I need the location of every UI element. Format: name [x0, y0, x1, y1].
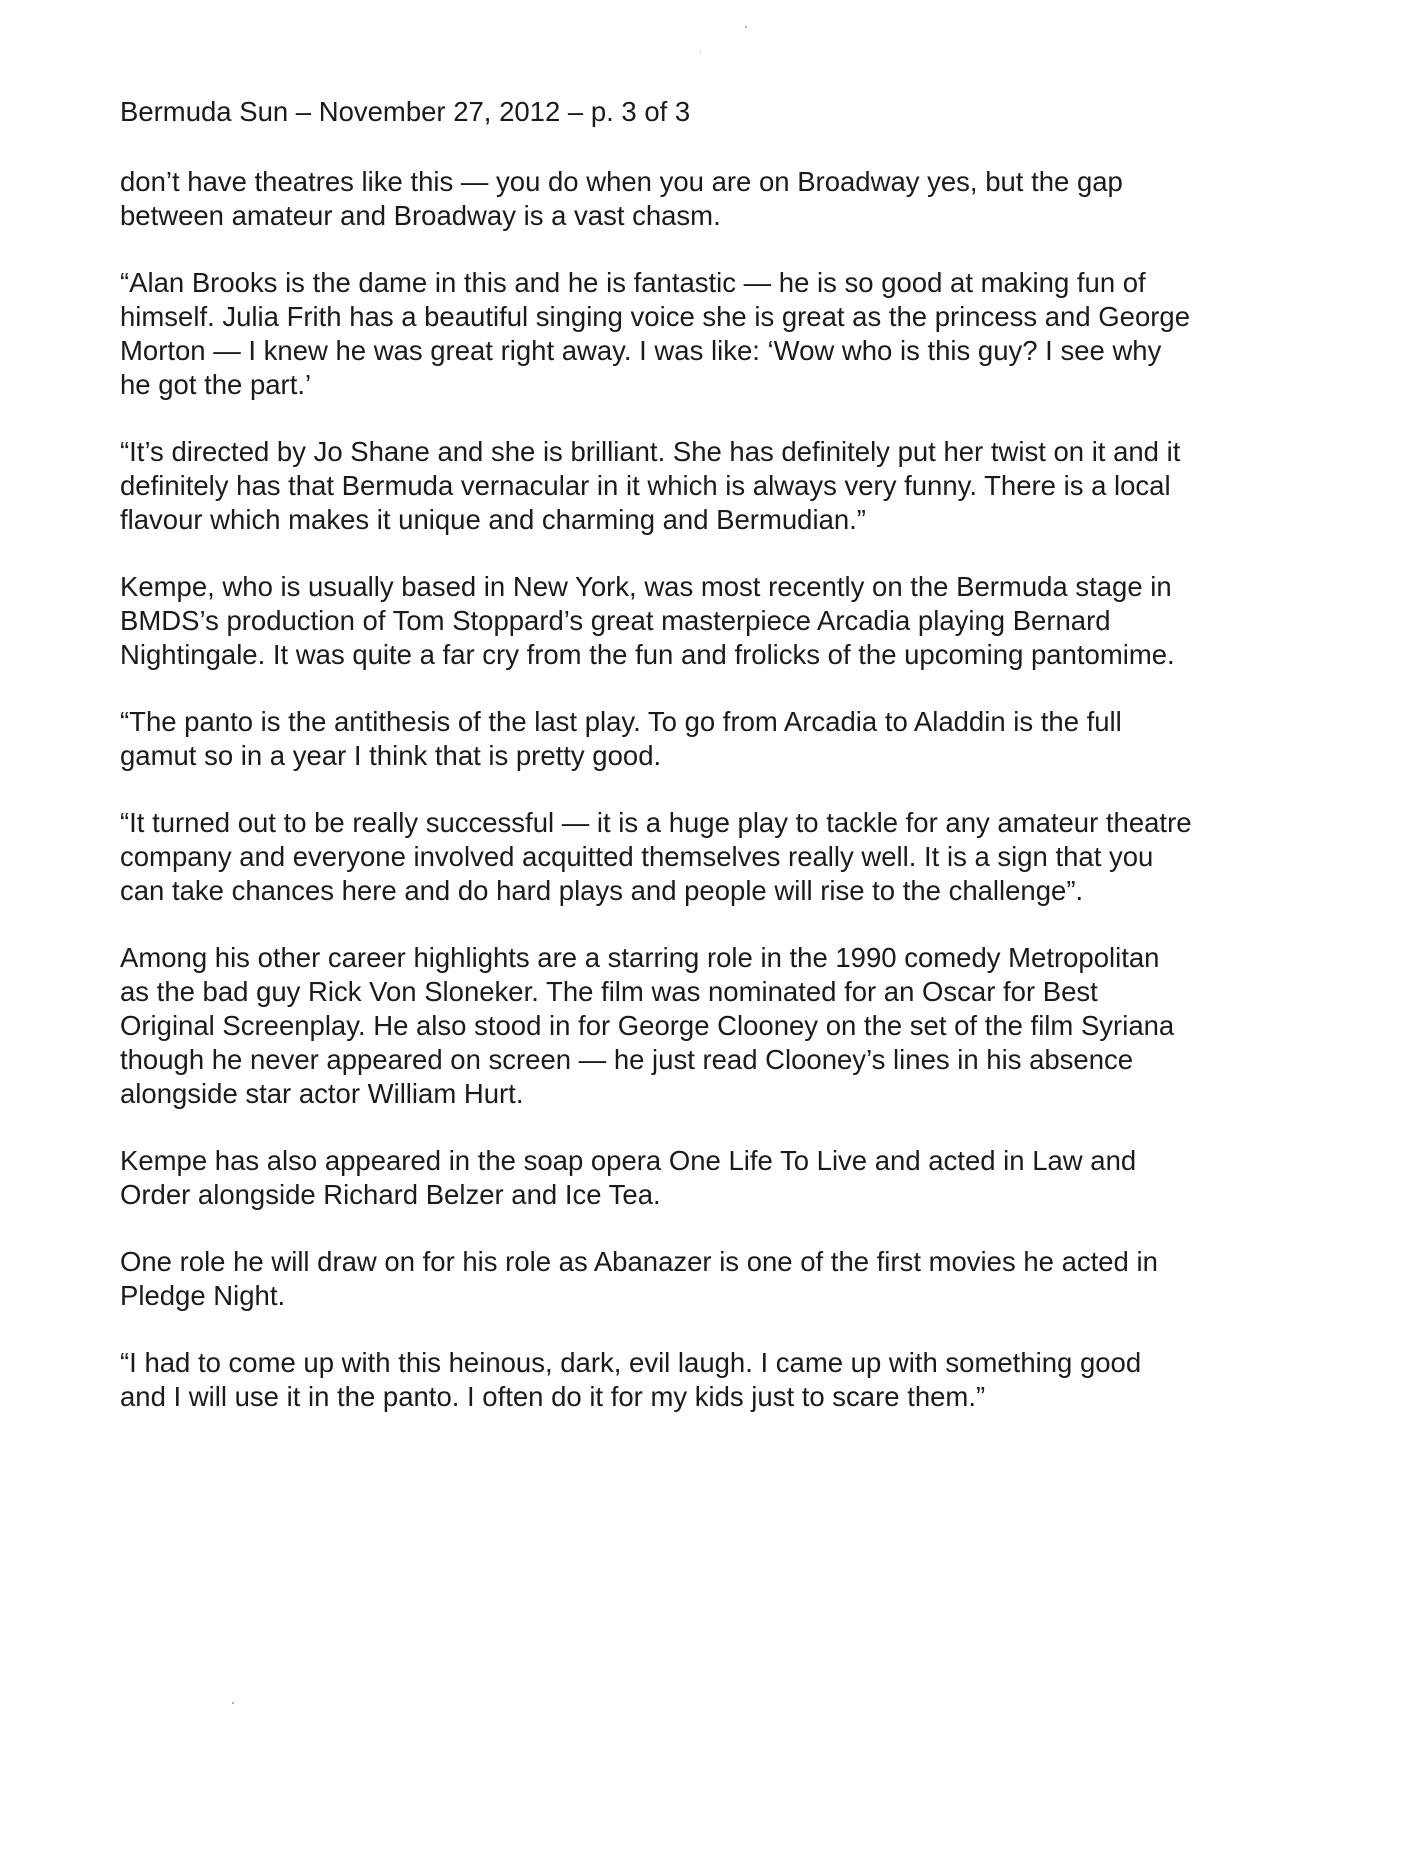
text-line: Morton — I knew he was great right away. I was like: ‘Wow who is this guy? I see why [120, 335, 1162, 366]
paragraph [120, 165, 1300, 233]
text-line: Kempe has also appeared in the soap opera One Life To Live and acted in Law and [120, 1145, 1137, 1176]
article-body [120, 165, 1300, 1447]
text-line: “I had to come up with this heinous, dark, evil laugh. I came up with something good [120, 1347, 1142, 1378]
text-line: “The panto is the antithesis of the last play. To go from Arcadia to Aladdin is the full [120, 706, 1122, 737]
text-line: company and everyone involved acquitted themselves really well. It is a sign that you [120, 841, 1154, 872]
paragraph [120, 705, 1300, 773]
text-line: BMDS’s production of Tom Stoppard’s great masterpiece Arcadia playing Bernard [120, 605, 1111, 636]
paragraph [120, 1144, 1300, 1212]
text-line: he got the part.’ [120, 369, 312, 400]
text-line: alongside star actor William Hurt. [120, 1078, 524, 1109]
text-line: flavour which makes it unique and charming and Bermudian.” [120, 504, 866, 535]
text-line: between amateur and Broadway is a vast chasm. [120, 200, 721, 231]
text-line: and I will use it in the panto. I often do it for my kids just to scare them.” [120, 1381, 986, 1412]
paragraph [120, 435, 1300, 537]
text-line: “It’s directed by Jo Shane and she is brilliant. She has definitely put her twist on it and it [120, 436, 1181, 467]
text-line: Nightingale. It was quite a far cry from the fun and frolicks of the upcoming pantomime. [120, 639, 1175, 670]
scan-speck [232, 1702, 234, 1704]
scan-speck [700, 52, 701, 53]
paragraph [120, 941, 1300, 1111]
paragraph [120, 1346, 1300, 1414]
paragraph [120, 1245, 1300, 1313]
text-line: can take chances here and do hard plays and people will rise to the challenge”. [120, 875, 1084, 906]
text-line: Among his other career highlights are a starring role in the 1990 comedy Metropolitan [120, 942, 1160, 973]
text-line: don’t have theatres like this — you do when you are on Broadway yes, but the gap [120, 166, 1123, 197]
text-line: though he never appeared on screen — he just read Clooney’s lines in his absence [120, 1044, 1134, 1075]
text-line: One role he will draw on for his role as Abanazer is one of the first movies he acted in [120, 1246, 1158, 1277]
text-line: definitely has that Bermuda vernacular in it which is always very funny. There is a local [120, 470, 1171, 501]
text-line: as the bad guy Rick Von Sloneker. The film was nominated for an Oscar for Best [120, 976, 1098, 1007]
paragraph [120, 806, 1300, 908]
text-line: himself. Julia Frith has a beautiful singing voice she is great as the princess and George [120, 301, 1191, 332]
page-header: Bermuda Sun – November 27, 2012 – p. 3 of 3 [120, 96, 691, 127]
paragraph [120, 266, 1300, 402]
text-line: “Alan Brooks is the dame in this and he is fantastic — he is so good at making fun of [120, 267, 1146, 298]
text-line: Original Screenplay. He also stood in for George Clooney on the set of the film Syriana [120, 1010, 1175, 1041]
text-line: Kempe, who is usually based in New York, was most recently on the Bermuda stage in [120, 571, 1172, 602]
paragraph [120, 570, 1300, 672]
text-line: Pledge Night. [120, 1280, 286, 1311]
text-line: “It turned out to be really successful — it is a huge play to tackle for any amateur theatre [120, 807, 1192, 838]
text-line: gamut so in a year I think that is pretty good. [120, 740, 662, 771]
text-line: Order alongside Richard Belzer and Ice Tea. [120, 1179, 661, 1210]
scan-speck [745, 26, 747, 28]
